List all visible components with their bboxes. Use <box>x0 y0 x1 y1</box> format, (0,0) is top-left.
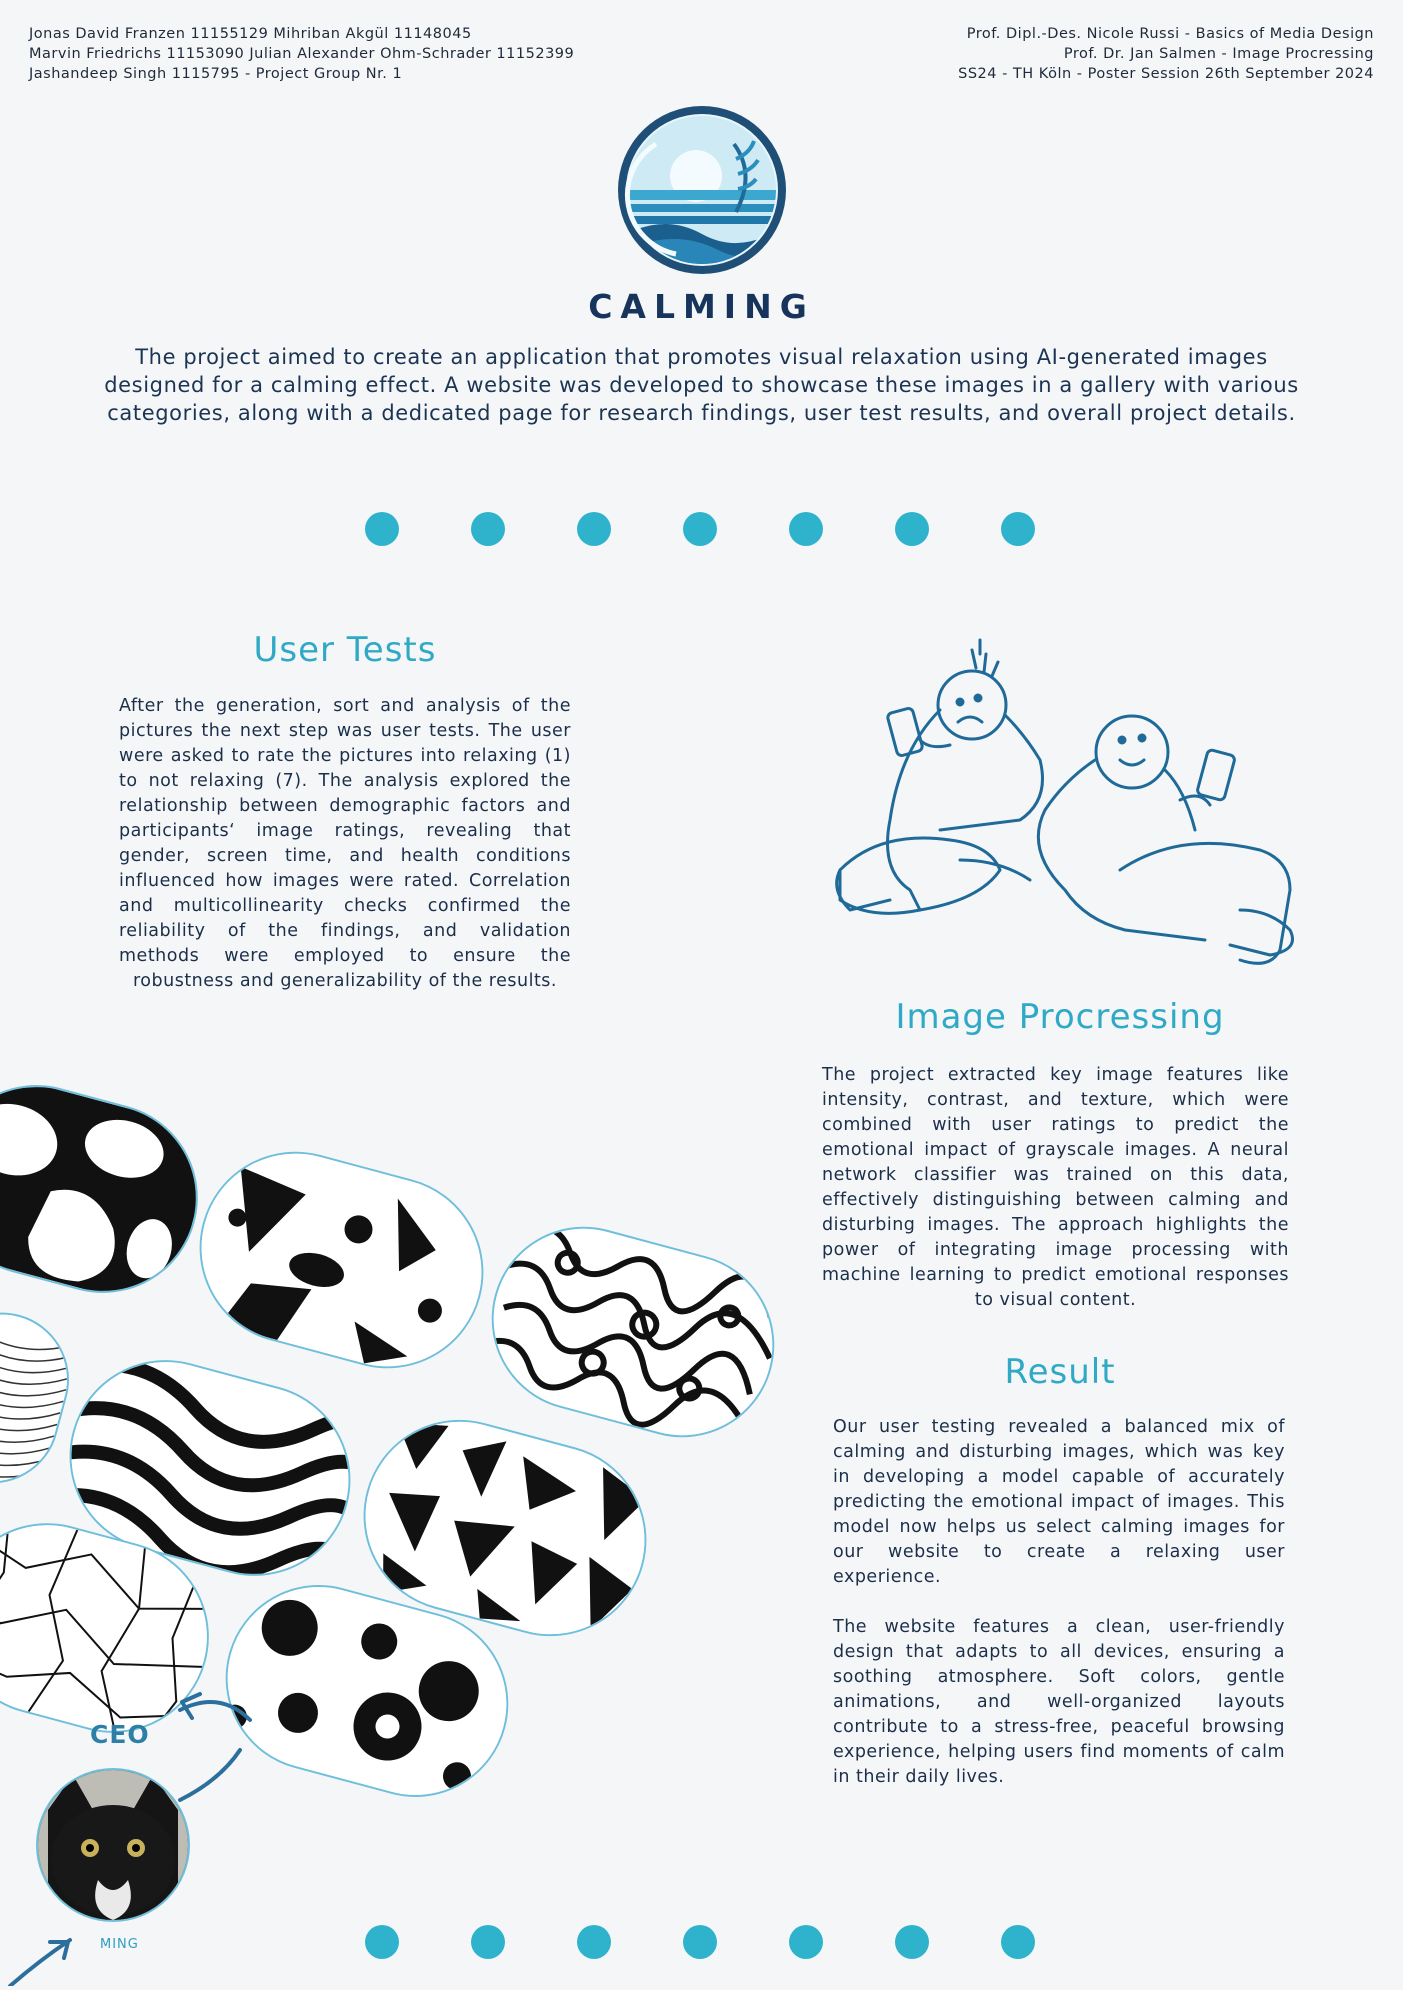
image-processing-title: Image Procressing <box>895 997 1225 1037</box>
divider-dot <box>789 1925 823 1959</box>
author-line-1: Jonas David Franzen 11155129 Mihriban Akgül 11148045 <box>29 26 472 42</box>
course-info <box>958 24 1374 84</box>
divider-dot <box>683 1925 717 1959</box>
divider-dot <box>577 1925 611 1959</box>
author-line-3: Jashandeep Singh 1115795 - Project Group Nr. 1 <box>29 66 403 82</box>
ming-label: MING <box>100 1937 139 1952</box>
divider-dot <box>1001 1925 1035 1959</box>
author-list <box>29 24 574 84</box>
divider-dot <box>895 512 929 546</box>
brand-name: CALMING <box>588 287 815 326</box>
calming-logo-icon <box>616 104 788 276</box>
divider-dot <box>577 512 611 546</box>
result-paragraph-1: Our user testing revealed a balanced mix of calming and disturbing images, which was key in developing a model capable of accurately predicting the emotional impact of images. This model now helps us select calming images for our website to create a relaxing user experience. <box>833 1417 1285 1587</box>
result-title: Result <box>1004 1352 1116 1392</box>
divider-dot <box>365 512 399 546</box>
user-tests-body: After the generation, sort and analysis of the pictures the next step was user tests. The user were asked to rate the pictures into relaxing (1) to not relaxing (7). The analysis explored the relationship between demographic factors and participants‘ image ratings, revealing that gender, screen time, and health conditions influenced how images were rated. Correlation and multicollinearity checks confirmed the reliability of the findings, and validation methods were employed to ensure the robustness and generalizability of the results. <box>119 696 571 991</box>
divider-dot <box>789 512 823 546</box>
divider-dot <box>471 1925 505 1959</box>
pattern-pill-maze <box>471 1206 795 1458</box>
divider-dot <box>683 512 717 546</box>
course-line-3: SS24 - TH Köln - Poster Session 26th September 2024 <box>958 66 1374 82</box>
project-intro: The project aimed to create an application that promotes visual relaxation using AI-generated images designed for a calming effect. A website was developed to showcase these images in a gallery with various categories, along with a dedicated page for research findings, user test results, and overall project details. <box>104 345 1299 425</box>
course-line-2: Prof. Dr. Jan Salmen - Image Procressing <box>1063 46 1374 62</box>
author-line-2: Marvin Friedrichs 11153090 Julian Alexander Ohm-Schrader 11152399 <box>29 46 575 62</box>
ceo-label: CEO <box>90 1720 150 1749</box>
user-tests-title: User Tests <box>253 630 437 670</box>
pattern-pill-blobs <box>0 1064 219 1315</box>
result-body <box>833 1415 1285 1815</box>
divider-dot <box>365 1925 399 1959</box>
pattern-pill-shapes <box>178 1130 505 1390</box>
result-paragraph-2: The website features a clean, user-friendly design that adapts to all devices, ensuring a soothing atmosphere. Soft colors, gentle animations, and well-organized layouts contribute to a stress-free, peaceful browsing experience, helping users find moments of calm in their daily lives. <box>833 1617 1285 1787</box>
dot-divider-top <box>365 512 1035 546</box>
divider-dot <box>1001 512 1035 546</box>
people-on-phones-illustration <box>820 610 1320 980</box>
divider-dot <box>471 512 505 546</box>
course-line-1: Prof. Dipl.-Des. Nicole Russi - Basics of Media Design <box>966 26 1374 42</box>
mascot-cat-photo <box>36 1768 190 1922</box>
image-processing-body: The project extracted key image features like intensity, contrast, and texture, which were combined with user ratings to predict the emotional impact of grayscale images. A neural network classifier was trained on this data, effectively distinguishing between calming and disturbing images. The approach highlights the power of integrating image processing with machine learning to predict emotional responses to visual content. <box>822 1065 1289 1310</box>
divider-dot <box>895 1925 929 1959</box>
dot-divider-bottom <box>365 1925 1035 1959</box>
